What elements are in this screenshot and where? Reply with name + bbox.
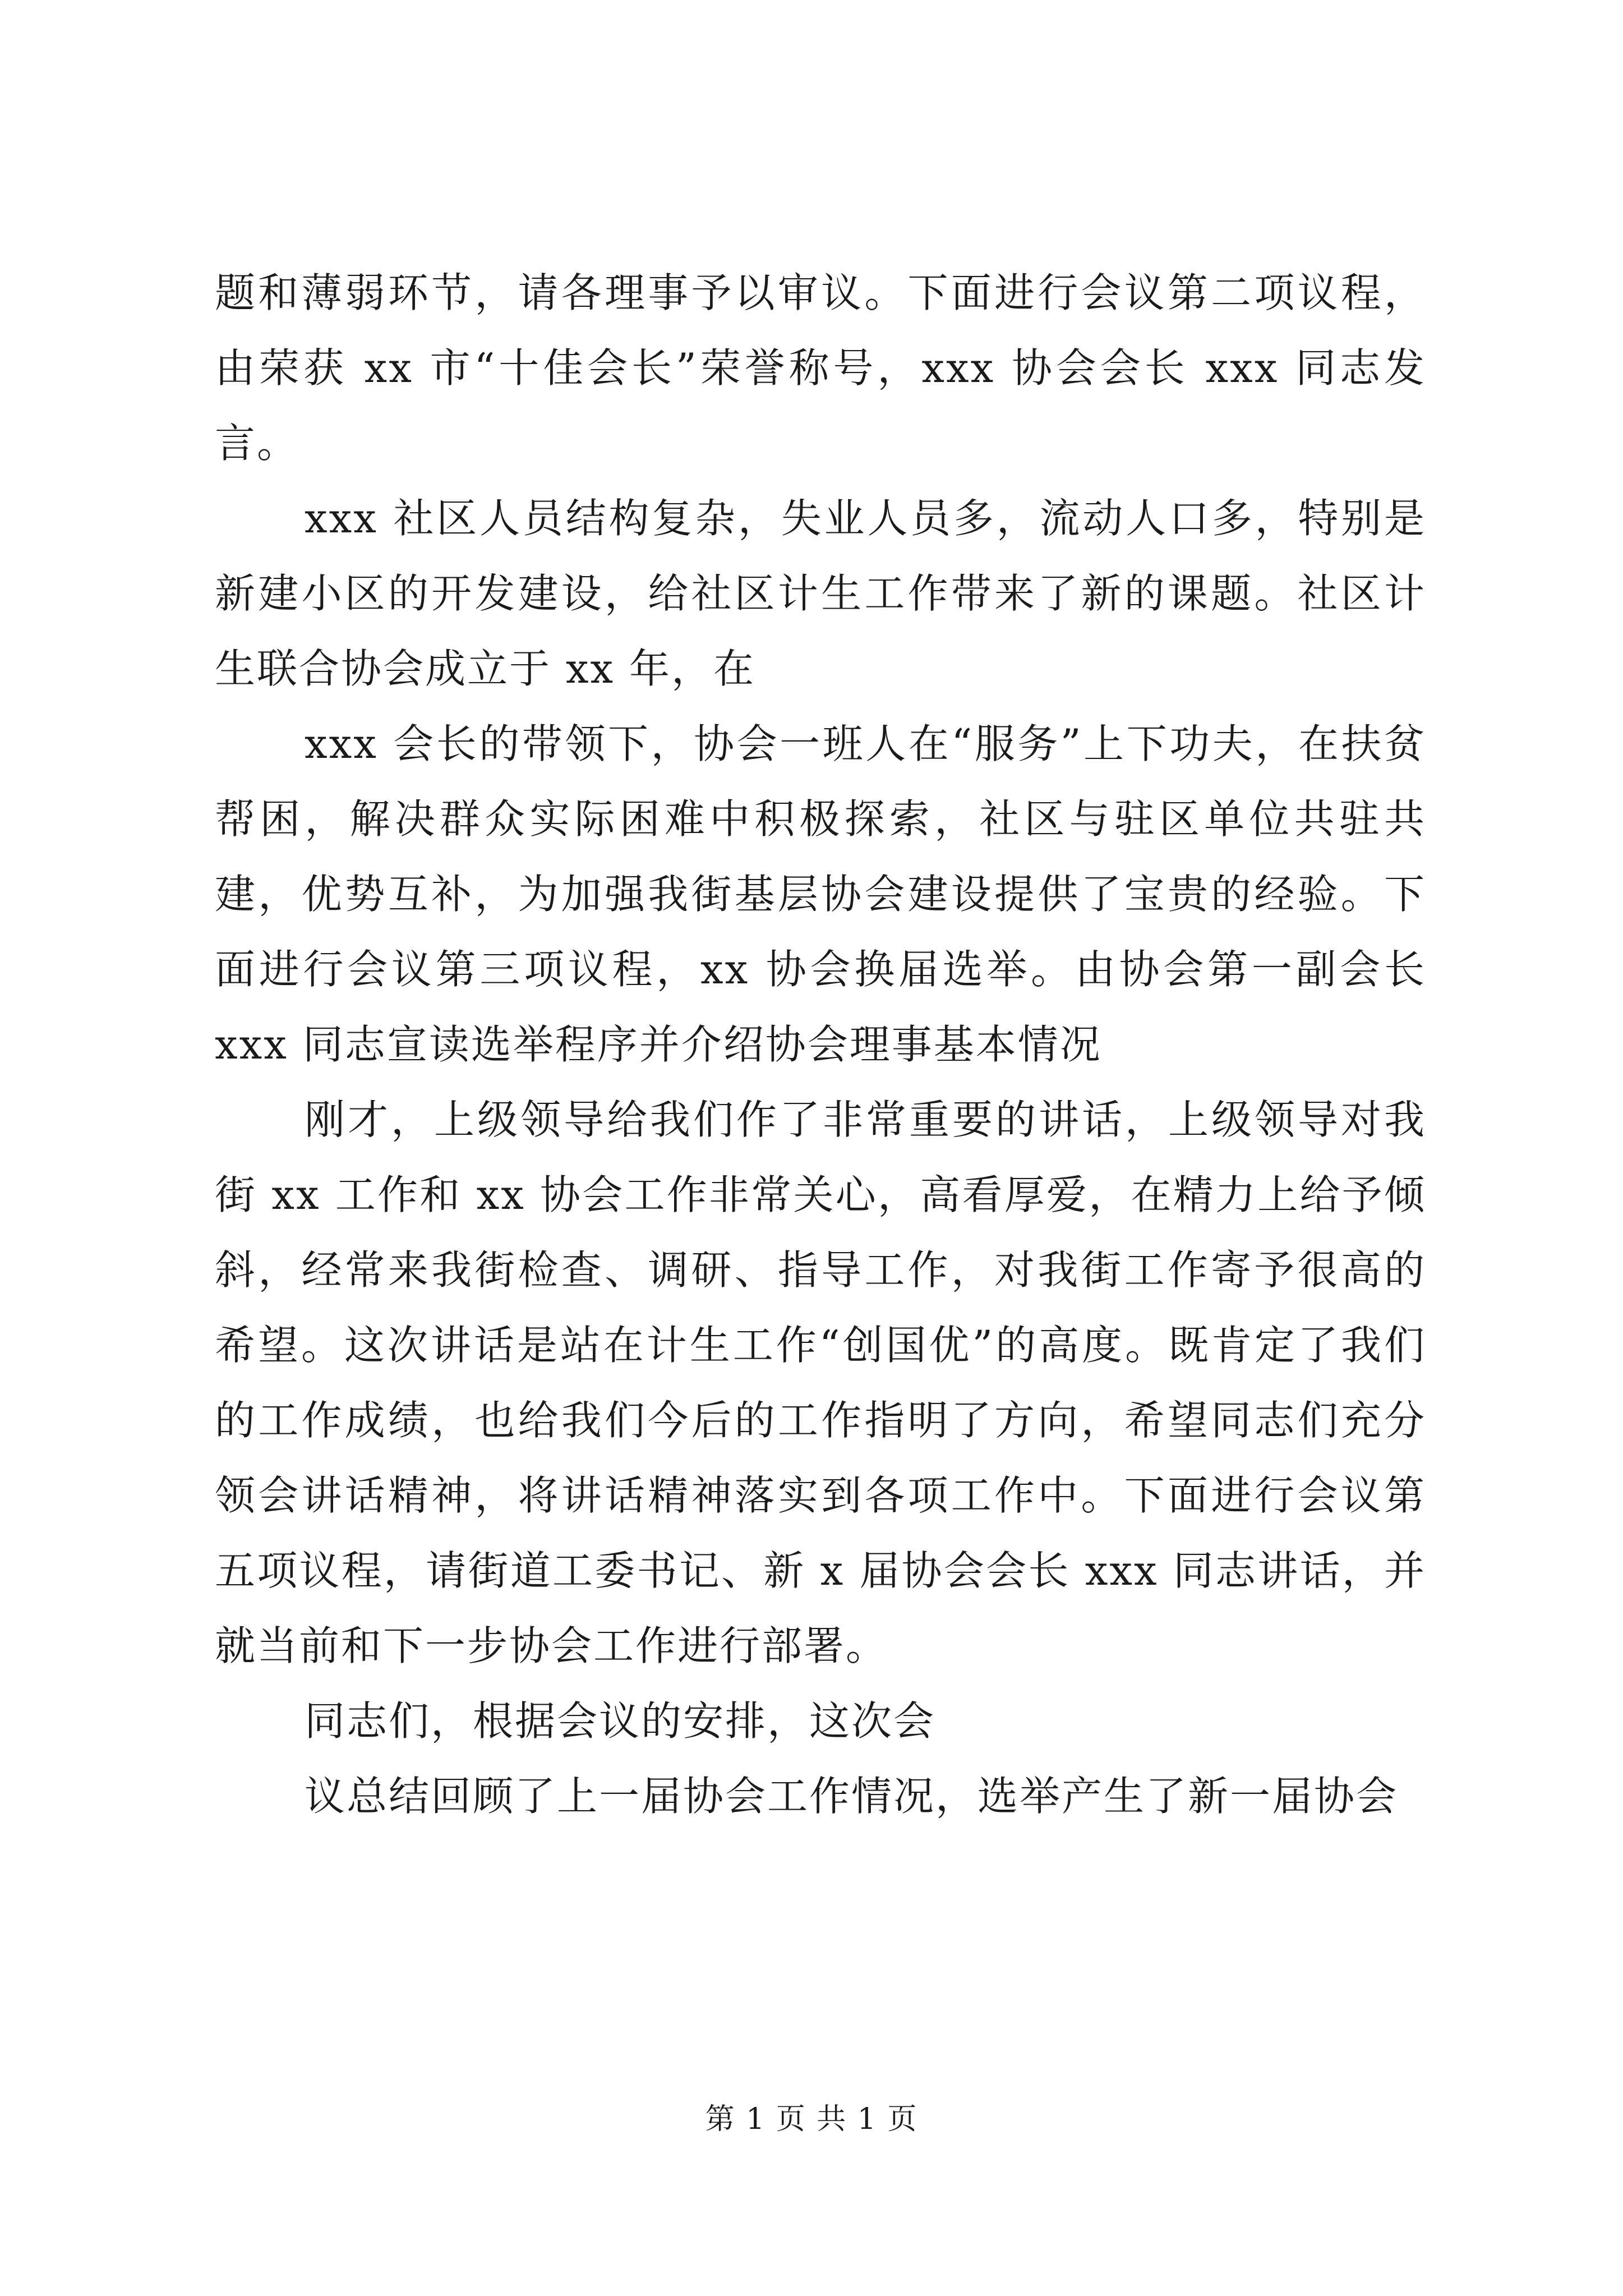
paragraph-6: 议总结回顾了上一届协会工作情况，选举产生了新一届协会 — [305, 1773, 1399, 1820]
paragraph-4: 刚才，上级领导给我们作了非常重要的讲话，上级领导对我街 xx 工作和 xx 协会工作非常关心，高看厚爱，在精力上给予倾斜，经常来我街检查、调研、指导工作，对我街工作寄予很高的希望。这次讲话是站在计生工作“创国优”的高度。既肯定了我们的工作成绩，也给我们今后的工作指明了方向，希望同志们充分领会讲话精神，将讲话精神落实到各项工作中。下面进行会议第五项议程，请街道工委书记、新 x 届协会会长 xxx 同志讲话，并就当前和下一步协会工作进行部署。 — [215, 1096, 1426, 1669]
document-body — [215, 255, 1426, 1834]
page-number-footer: 第 1 页 共 1 页 — [705, 2102, 918, 2136]
paragraph-2: xxx 社区人员结构复杂，失业人员多，流动人口多，特别是新建小区的开发建设，给社区计生工作带来了新的课题。社区计生联合协会成立于 xx 年，在 — [215, 495, 1426, 692]
paragraph-3: xxx 会长的带领下，协会一班人在“服务”上下功夫，在扶贫帮困，解决群众实际困难中积极探索，社区与驻区单位共驻共建，优势互补，为加强我街基层协会建设提供了宝贵的经验。下面进行会议第三项议程，xx 协会换届选举。由协会第一副会长 xxx 同志宣读选举程序并介绍协会理事基本情况 — [215, 720, 1426, 1068]
paragraph-5: 同志们，根据会议的安排，这次会 — [305, 1697, 936, 1745]
paragraph-1: 题和薄弱环节，请各理事予以审议。下面进行会议第二项议程，由荣获 xx 市“十佳会长”荣誉称号，xxx 协会会长 xxx 同志发言。 — [215, 269, 1426, 467]
